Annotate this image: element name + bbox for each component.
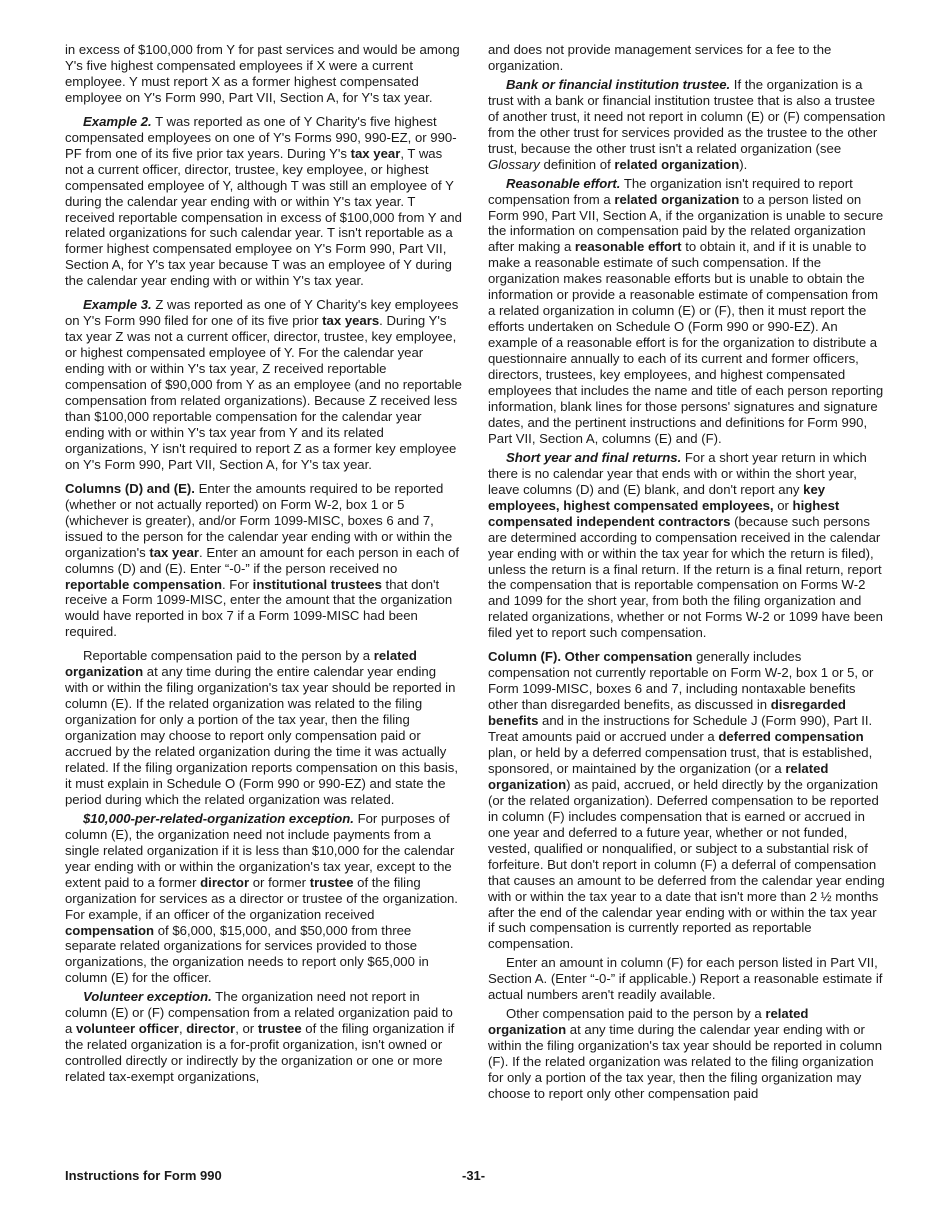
paragraph-reasonable-effort: Reasonable effort. The organization isn't required to report compensation from a related organization to a person listed on Form 990, Part VII, Section A, if the organization is unable to secure the information on compensation paid by the related organization after making a reasonable effort to obtain it, and if it is unable to make a reasonable estimate of such compensation. If the organization makes reasonable efforts but is unable to obtain the information or provide a reasonable estimate of compensation from a related organization in column (E) or (F), then it must report the efforts undertaken on Schedule O (Form 990 or 990-EZ). An example of a reasonable effort is for the organization to distribute a questionnaire annually to each of its current and former officers, directors, trustees, key employees, and highest compensated employees that includes the name and title of each person reporting information, blank lines for those persons' signatures and signature dates, and the pertinent instructions and definitions for Form 990, Part VII, Section A, columns (E) and (F).	[488, 175, 884, 446]
paragraph-continuation: in excess of $100,000 from Y for past services and would be among Y's five highest compensated employees if X were a current employee. Y must report X as a former highest compensated employee on Y's Form 990, Part VII, Section A, for Y's tax year.	[65, 42, 460, 105]
paragraph-enter-amount: Enter an amount in column (F) for each person listed in Part VII, Section A. (Enter “-0-” if applicable.) Report a reasonable estimate if actual numbers aren't readily available.	[488, 955, 883, 1003]
paragraph-short-year: Short year and final returns. For a short year return in which there is no calendar year that ends with or within the short year, leave columns (D) and (E) blank, and don't report any key employees, highest compensated employees, or highest compensated independent contractors (because such persons are determined according to compensation received in the calendar year ending with or within the tax year for which the return is filed), unless the return is a final return. If the return is a final return, report the compensation that is reportable compensation on Forms W-2 and 1099 for the short year, from both the filing organization and related organizations, whether or not Forms W-2 or 1099 have been filed yet to report such compensation.	[488, 449, 883, 641]
bank-trustee-heading: Bank or financial institution trustee.	[506, 76, 731, 92]
footer-title: Instructions for Form 990	[65, 1168, 222, 1183]
paragraph-other-compensation: Other compensation paid to the person by a related organization at any time during the calendar year ending with or within the filing organization's tax year should be reported in column (F). If the related organization was related to the filing organization for only a portion of the tax year, then the filing organization may choose to report only other compensation paid	[488, 1006, 883, 1101]
paragraph-volunteer-exception: Volunteer exception. The organization need not report in column (E) or (F) compensation from a related organization paid to a volunteer officer, director, or trustee of the filing organization if the related organization is a for-profit organization, isn't owned or controlled directly or indirectly by the organization or one or more related tax-exempt organizations,	[65, 989, 455, 1085]
section-column-f: Column (F). Other compensation generally includes compensation not currently reportable on Form W-2, box 1 or 5, or Form 1099-MISC, boxes 6 and 7, including nontaxable benefits other than disregarded benefits, as discussed in disregarded benefits and in the instructions for Schedule J (Form 990), Part II. Treat amounts paid or accrued under a deferred compensation plan, or held by a deferred compensation trust, that is established, sponsored, or maintained by the organization (or a related organization) as paid, accrued, or held directly by the organization (or the related organization). Deferred compensation to be reported in column (F) includes compensation that is earned or accrued in one year and deferred to a future year, whether or not funded, vested, qualified or nonqualified, or subject to a substantial risk of forfeiture. But don't report in column (F) a deferral of compensation that causes an amount to be deferred from the calendar year ending with or within the tax year to a date that isn't more than 2 ½ months after the end of the calendar year ending with or within the tax year if such compensation is currently reported as reportable compensation.	[488, 649, 885, 952]
right-column	[488, 42, 886, 1102]
column-f-heading: Column (F). Other compensation	[488, 649, 693, 665]
example-2-heading: Example 2.	[83, 113, 152, 129]
example-3-heading: Example 3.	[83, 297, 152, 313]
reasonable-effort-heading: Reasonable effort.	[506, 175, 621, 191]
left-column	[65, 42, 463, 1085]
page-number: -31-	[462, 1168, 486, 1183]
section-columns-d-e: Columns (D) and (E). Enter the amounts required to be reported (whether or not actually reported) on Form W-2, box 1 or 5 (whichever is greater), and/or Form 1099-MISC, boxes 6 and 7, issued to the person for the calendar year ending with or within the organization's tax year. Enter an amount for each person in each of columns (D) and (E). Enter “-0-” if the person received no reportable compensation. For institutional trustees that don't receive a Form 1099-MISC, enter the amount that the organization would have reported in box 7 if a Form 1099-MISC had been required.	[65, 480, 460, 640]
short-year-heading: Short year and final returns.	[506, 449, 682, 465]
paragraph-reportable-compensation: Reportable compensation paid to the person by a related organization at any time during the entire calendar year ending with or within the filing organization's tax year should be reported in column (E). If the related organization was related to the filing organization for only a portion of the tax year, then the filing organization may choose to report only compensation paid or accrued by the related organization during the time it was actually related. If the filing organization reports compensation on this basis, it must explain in Schedule O (Form 990 or 990-EZ) and state the period during which the related organization was related.	[65, 648, 458, 807]
paragraph-bank-trustee: Bank or financial institution trustee. If the organization is a trust with a bank or financial institution trustee that is also a trustee of another trust, it need not report in column (E) or (F) compensation from the other trust for services provided as the trustee to the other trust, because the other trust isn't a related organization (see Glossary definition of related organization).	[488, 76, 886, 172]
paragraph-example-2: Example 2. T was reported as one of Y Charity's five highest compensated employees on one of Y's Forms 990, 990-EZ, or 990-PF from one of its five prior tax years. During Y's tax year, T was not a current officer, director, trustee, key employee, or highest compensated employee of Y, although T was still an employee of Y during the calendar year ending with or within Y's tax year. T received reportable compensation in excess of $100,000 from Y and related organizations for such calendar year. T isn't reportable as a former highest compensated employee on Y's Form 990, Part VII, Section A, for Y's tax year because T was an employee of Y during the calendar year ending with or within Y's tax year.	[65, 113, 462, 289]
paragraph-continuation: and does not provide management services for a fee to the organization.	[488, 42, 832, 73]
columns-d-e-heading: Columns (D) and (E).	[65, 480, 195, 496]
paragraph-10000-exception: $10,000-per-related-organization exception. For purposes of column (E), the organization need not include payments from a single related organization if it is less than $10,000 for the calendar year ending with or within the organization's tax year, except to the extent paid to a former director or former trustee of the filing organization for services as a director or trustee of the organization. For example, if an officer of the organization received compensation of $6,000, $15,000, and $50,000 from three separate related organizations for services provided to those organizations, the organization needs to report only $65,000 in column (E) for the officer.	[65, 810, 458, 986]
volunteer-exception-heading: Volunteer exception.	[83, 989, 212, 1005]
10000-exception-heading: $10,000-per-related-organization exception.	[83, 810, 354, 826]
paragraph-example-3: Example 3. Z was reported as one of Y Charity's key employees on Y's Form 990 filed for one of its five prior tax years. During Y's tax year Z was not a current officer, director, trustee, key employee, or highest compensated employee of Y. For the calendar year ending with or within Y's tax year, Z received reportable compensation of $90,000 from Y as an employee (and no reportable compensation from related organizations). Because Z received less than $100,000 reportable compensation for the calendar year ending with or within Y's tax year from Y and its related organizations, Y isn't required to report Z as a former key employee on Y's Form 990, Part VII, Section A, for Y's tax year.	[65, 297, 462, 472]
